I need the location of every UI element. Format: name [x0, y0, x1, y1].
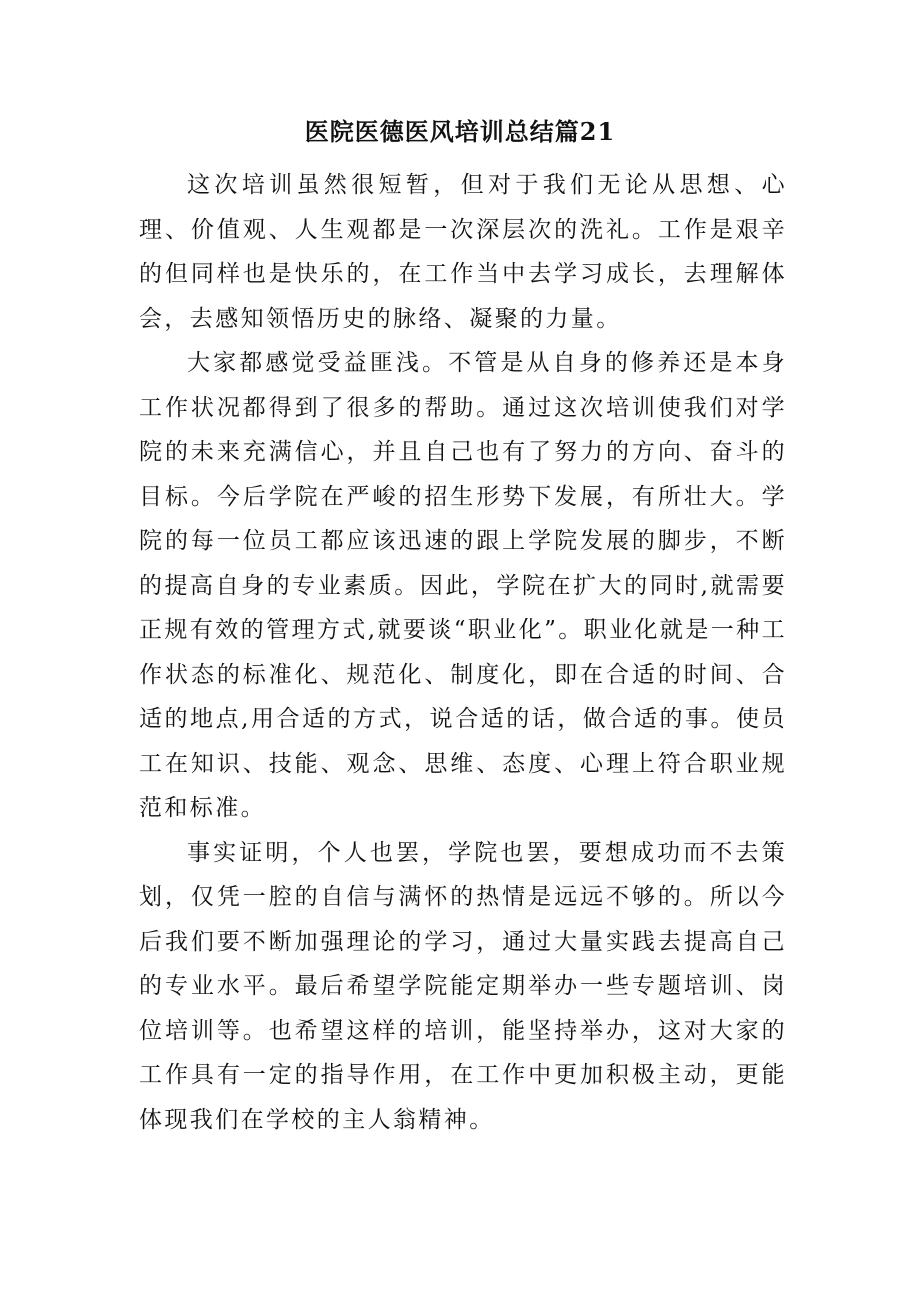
document-title: 医院医德医风培训总结篇21: [304, 117, 616, 146]
paragraph-2: 大家都感觉受益匪浅。不管是从自身的修养还是本身工作状况都得到了很多的帮助。通过这次培训使我们对学院的未来充满信心，并且自己也有了努力的方向、奋斗的目标。今后学院在严峻的招生形势下发展，有所壮大。学院的每一位员工都应该迅速的跟上学院发展的脚步，不断的提高自身的专业素质。因此，学院在扩大的同时,就需要正规有效的管理方式,就要谈“职业化”。职业化就是一种工作状态的标准化、规范化、制度化，即在合适的时间、合适的地点,用合适的方式，说合适的话，做合适的事。使员工在知识、技能、观念、思维、态度、心理上符合职业规范和标准。: [139, 350, 787, 821]
paragraph-1: 这次培训虽然很短暂，但对于我们无论从思想、心理、价值观、人生观都是一次深层次的洗礼。工作是艰辛的但同样也是快乐的，在工作当中去学习成长，去理解体会，去感知领悟历史的脉络、凝聚的力量。: [139, 172, 787, 332]
document-body: [139, 163, 787, 1142]
paragraph-3: 事实证明，个人也罢，学院也罢，要想成功而不去策划，仅凭一腔的自信与满怀的热情是远远不够的。所以今后我们要不断加强理论的学习，通过大量实践去提高自己的专业水平。最后希望学院能定期举办一些专题培训、岗位培训等。也希望这样的培训，能坚持举办，这对大家的工作具有一定的指导作用，在工作中更加积极主动，更能体现我们在学校的主人翁精神。: [139, 839, 787, 1133]
